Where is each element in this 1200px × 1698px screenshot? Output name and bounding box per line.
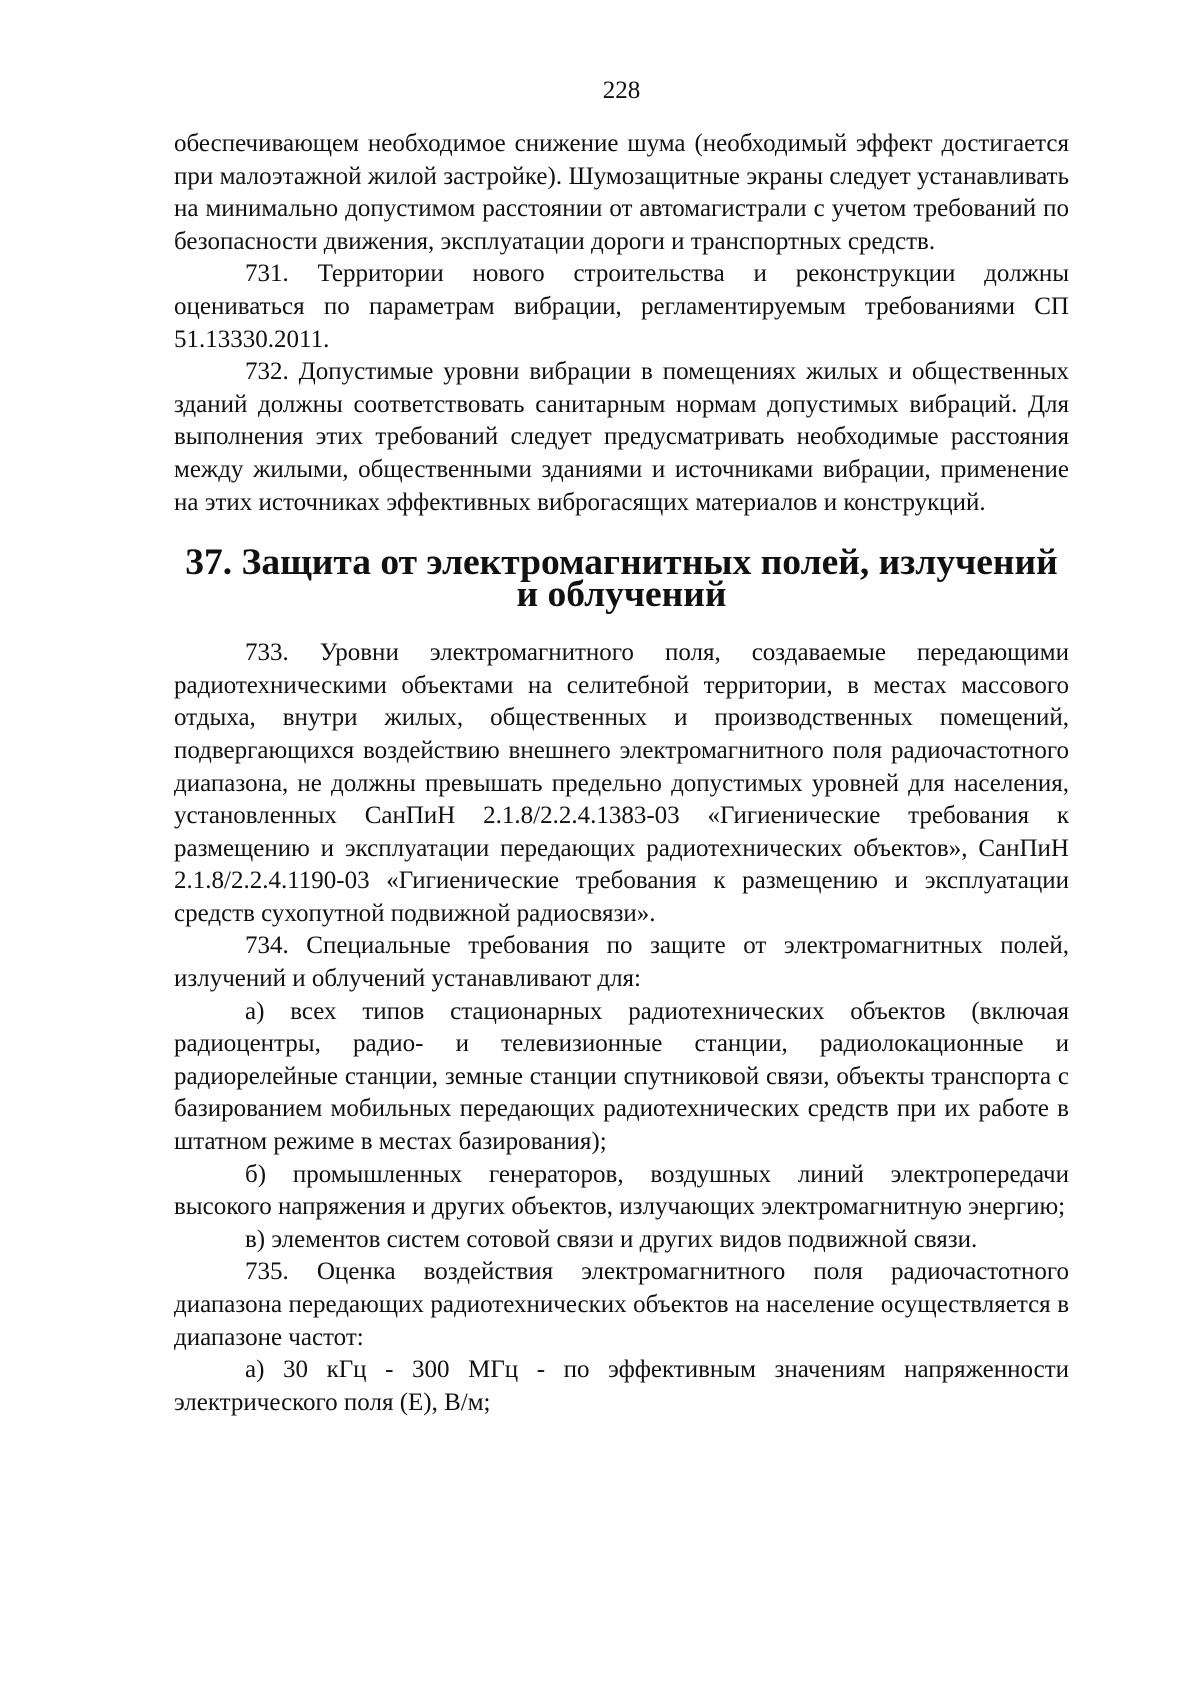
paragraph-735: 735. Оценка воздействия электромагнитного поля радиочастотного диапазона передающих радиотехнических объектов на население осуществляется в диапазоне частот: (174, 1258, 1069, 1351)
list-item-734-b: б) промышленных генераторов, воздушных линий электропередачи высокого напряжения и других объектов, излучающих электромагнитную энергию; (174, 1160, 1069, 1221)
body-after-heading (174, 637, 1069, 1419)
page-number: 228 (602, 77, 641, 104)
body-before-heading (174, 128, 1069, 519)
paragraph-734: 734. Специальные требования по защите от электромагнитных полей, излучений и облучений устанавливают для: (174, 932, 1069, 993)
list-item-734-a: а) всех типов стационарных радиотехнических объектов (включая радиоцентры, радио- и телевизионные станции, радиолокационные и радиорелейные станции, земные станции спутниковой связи, объекты транспорта с базированием мобильных передающих радиотехнических средств при их работе в штатном режиме в местах базирования); (174, 997, 1069, 1156)
paragraph-733: 733. Уровни электромагнитного поля, создаваемые передающими радиотехническими объектами на селитебной территории, в местах массового отдыха, внутри жилых, общественных и производственных помещений, подвергающихся воздействию внешнего электромагнитного поля радиочастотного диапазона, не должны превышать предельно допустимых уровней для населения, установленных СанПиН 2.1.8/2.2.4.1383-03 «Гигиенические требования к размещению и эксплуатации передающих радиотехнических объектов», СанПиН 2.1.8/2.2.4.1190-03 «Гигиенические требования к размещению и эксплуатации средств сухопутной подвижной радиосвязи». (174, 639, 1069, 927)
list-item-735-a: а) 30 кГц - 300 МГц - по эффективным значениям напряженности электрического поля (Е), В/м; (174, 1356, 1069, 1416)
paragraph-continuation: обеспечивающем необходимое снижение шума (необходимый эффект достигается при малоэтажной жилой застройке). Шумозащитные экраны следует устанавливать на минимально допустимом расстоянии от автомагистрали с учетом требований по безопасности движения, эксплуатации дороги и транспортных средств. (174, 130, 1069, 255)
paragraph-732: 732. Допустимые уровни вибрации в помещениях жилых и общественных зданий должны соответствовать санитарным нормам допустимых вибраций. Для выполнения этих требований следует предусматривать необходимые расстояния между жилыми, общественными зданиями и источниками вибрации, применение на этих источниках эффективных виброгасящих материалов и конструкций. (174, 358, 1069, 516)
section-heading: 37. Защита от электромагнитных полей, излучений и облучений (185, 542, 1058, 616)
list-item-734-v: в) элементов систем сотовой связи и других видов подвижной связи. (245, 1225, 978, 1253)
paragraph-731: 731. Территории нового строительства и реконструкции должны оцениваться по параметрам вибрации, регламентируемым требованиями СП 51.13330.2011. (174, 260, 1069, 353)
